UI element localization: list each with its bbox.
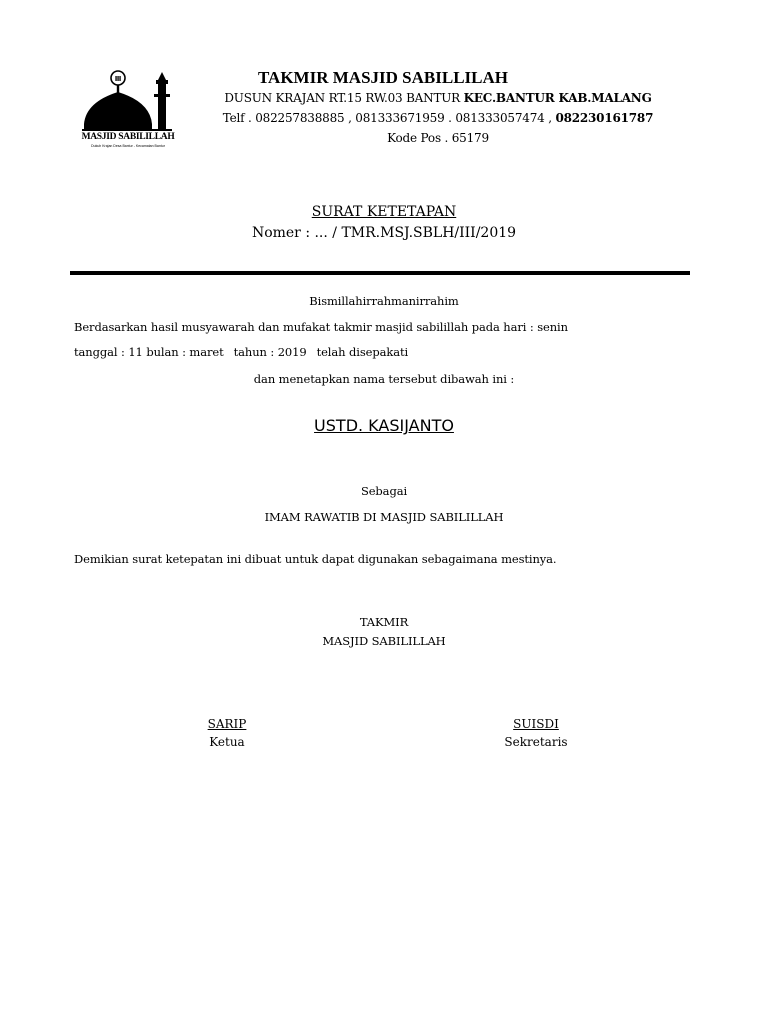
signoff-org-line2: MASJID SABILILLAH <box>322 634 446 648</box>
date-tahun: tahun : 2019 <box>233 345 307 359</box>
header-divider <box>70 271 690 275</box>
bismillah: Bismillahirrahmanirrahim <box>309 294 459 308</box>
appointed-role: IMAM RAWATIB DI MASJID SABILILLAH <box>264 510 504 524</box>
date-tail: telah disepakati <box>316 345 409 359</box>
paragraph-intro: Berdasarkan hasil musyawarah dan mufakat takmir masjid sabilillah pada hari : senin <box>74 320 568 334</box>
signatory-right-role: Sekretaris <box>504 735 568 749</box>
logo-name: MASJID SABILILLAH <box>81 132 175 142</box>
svg-text:Ⅲ: Ⅲ <box>114 75 122 83</box>
document-title <box>0 204 768 220</box>
signatory-right-name: SUISDI <box>513 717 559 731</box>
sebagai-label: Sebagai <box>360 484 408 498</box>
closing-statement: Demikian surat ketepatan ini dibuat untuk dapat digunakan sebagaimana mestinya. <box>74 552 557 566</box>
address-plain: DUSUN KRAJAN RT.15 RW.03 BANTUR <box>224 91 464 105</box>
org-phone <box>198 111 678 125</box>
signatory-left-role: Ketua <box>209 735 245 749</box>
logo-subtext: Dukuh Krajan Desa Bantur - Kecamatan Bantur <box>91 144 165 148</box>
appointee-name <box>0 416 768 435</box>
postal-code: Kode Pos . 65179 <box>387 131 489 145</box>
signatory-left-name: SARIP <box>207 717 247 731</box>
document-title-text: SURAT KETETAPAN <box>311 204 457 220</box>
org-address <box>198 91 678 105</box>
document-number: Nomer : ... / TMR.MSJ.SBLH/III/2019 <box>251 225 517 241</box>
paragraph-date <box>74 345 408 359</box>
address-bold: KEC.BANTUR KAB.MALANG <box>463 91 652 105</box>
mosque-logo <box>80 68 176 154</box>
paragraph-decision: dan menetapkan nama tersebut dibawah ini : <box>253 372 515 386</box>
org-title: TAKMIR MASJID SABILLILAH <box>257 68 508 87</box>
phone-plain: Telf . 082257838885 , 081333671959 . 081333057474 , <box>222 111 556 125</box>
appointee-name-text: USTD. KASIJANTO <box>314 416 454 435</box>
mosque-icon <box>80 68 176 132</box>
signoff-org-line1: TAKMIR <box>359 615 409 629</box>
phone-bold: 082230161787 <box>555 111 654 125</box>
date-tanggal: tanggal : 11 bulan : maret <box>74 345 224 359</box>
